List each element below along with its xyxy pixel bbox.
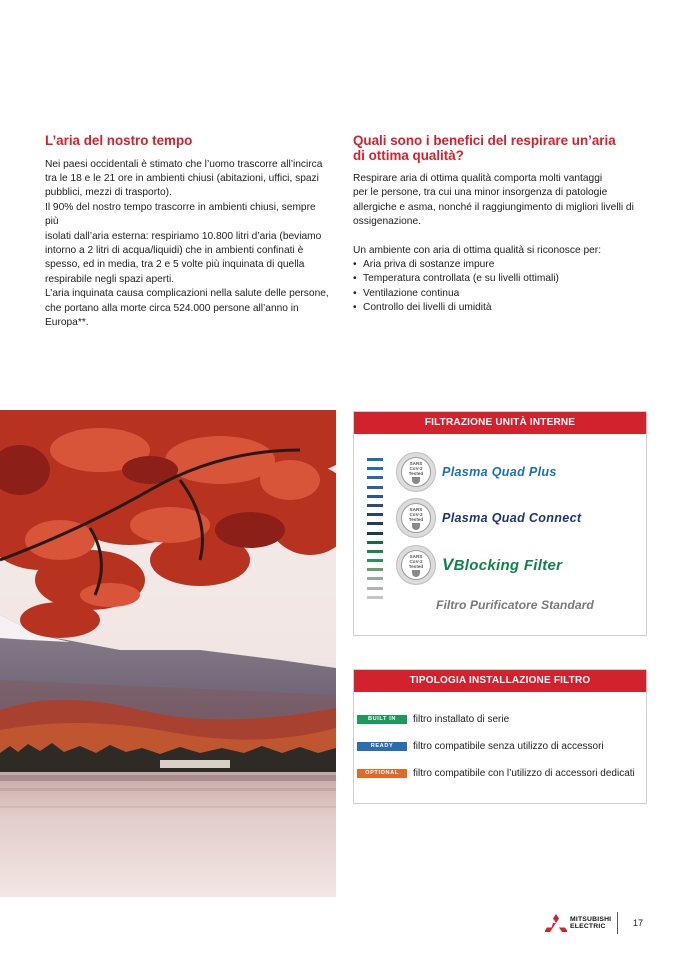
- badge-label: CoV-2: [409, 511, 423, 517]
- filtration-level-scale: [367, 458, 383, 605]
- text-line: Il 90% del nostro tempo trascorre in ambienti chiusi, sempre più: [45, 201, 316, 228]
- scale-step: [367, 541, 383, 544]
- left-heading: L’aria del nostro tempo: [45, 133, 193, 148]
- install-row-ready: [357, 741, 604, 752]
- filter-row-plasma-quad-plus: [396, 452, 557, 492]
- left-paragraph: [45, 158, 330, 331]
- text-line: allergiche e asma, nonché il raggiungimento di migliori livelli di: [353, 201, 634, 213]
- filter-name: Plasma Quad Connect: [442, 511, 582, 525]
- scale-step: [367, 522, 383, 525]
- list-item: • Controllo dei livelli di umidità: [353, 301, 645, 315]
- scale-step: [367, 577, 383, 580]
- ready-tag: READY: [357, 742, 407, 751]
- install-row-built-in: [357, 714, 509, 725]
- shield-icon: [412, 477, 420, 484]
- install-row-optional: [357, 768, 635, 779]
- list-item: • Aria priva di sostanze impure: [353, 258, 645, 272]
- install-description: filtro installato di serie: [413, 714, 510, 725]
- badge-label: Tested: [408, 563, 424, 569]
- three-diamonds-icon: [545, 914, 567, 932]
- brand-line: ELECTRIC: [570, 923, 606, 930]
- optional-tag: OPTIONAL: [357, 769, 407, 778]
- text-line: ossigenazione.: [353, 216, 421, 228]
- text-line: Respirare aria di ottima qualità comporta molti vantaggi: [353, 173, 603, 184]
- text-line: che portano alla morte circa 524.000 persone all’anno in: [45, 302, 299, 314]
- scale-step: [367, 559, 383, 562]
- scale-step: [367, 504, 383, 507]
- right-heading: [353, 134, 645, 163]
- badge-label: Tested: [408, 470, 424, 476]
- right-intro: [353, 172, 645, 230]
- v-logo-letter: V: [442, 555, 454, 574]
- sars-cov-2-tested-badge: [396, 498, 436, 538]
- scale-step: [367, 513, 383, 516]
- brand-text: [570, 916, 611, 930]
- text-line: tra le 18 e le 21 ore in ambienti chiusi (abitazioni, uffici, spazi: [45, 172, 319, 184]
- scale-step: [367, 587, 383, 590]
- sars-cov-2-tested-badge: [396, 545, 436, 585]
- list-intro: Un ambiente con aria di ottima qualità si riconosce per:: [353, 244, 602, 256]
- filter-name-rest: Blocking Filter: [453, 557, 563, 574]
- text-line: intorno a 2 litri di acqua/liquidi) che in ambienti confinati è: [45, 244, 304, 256]
- filter-panel-title: FILTRAZIONE UNITÀ INTERNE: [354, 412, 646, 434]
- page-number: 17: [633, 918, 644, 928]
- filter-name: Plasma Quad Plus: [442, 465, 557, 479]
- filter-row-v-blocking: [396, 545, 562, 585]
- filter-name: [442, 555, 562, 575]
- scale-step: [367, 476, 383, 479]
- heading-line: di ottima qualità?: [353, 147, 464, 163]
- text-line: per le persone, tra cui una minor insorgenza di patologie: [353, 187, 608, 199]
- standard-filter-label: Filtro Purificatore Standard: [436, 598, 594, 612]
- heading-line: Quali sono i benefici del respirare un’aria: [353, 133, 616, 148]
- scale-step: [367, 458, 383, 461]
- landscape-photo: [0, 410, 336, 897]
- filter-row-plasma-quad-connect: [396, 498, 581, 538]
- benefits-list: [353, 258, 645, 316]
- footer-divider: [617, 912, 618, 934]
- brand-line: MITSUBISHI: [570, 916, 612, 923]
- scale-step: [367, 532, 383, 535]
- built-in-tag: BUILT IN: [357, 715, 407, 724]
- install-description: filtro compatibile con l’utilizzo di accessori dedicati: [413, 768, 635, 779]
- scale-step: [367, 495, 383, 498]
- shield-icon: [412, 570, 420, 577]
- text-line: L’aria inquinata causa complicazioni nella salute delle persone,: [45, 288, 329, 300]
- badge-label: SARS: [409, 506, 423, 512]
- scale-step: [367, 467, 383, 470]
- badge-label: CoV-2: [409, 465, 423, 471]
- text-line: pubblici, mezzi di trasporto).: [45, 187, 172, 199]
- text-line: spesso, ed in media, tra 2 e 5 volte più inquinata di quella: [45, 259, 305, 271]
- scale-step: [367, 596, 383, 599]
- badge-label: CoV-2: [409, 558, 423, 564]
- text-line: respirabile negli spazi aperti.: [45, 273, 175, 285]
- autumn-mountain-lake-image: [0, 410, 336, 897]
- install-description: filtro compatibile senza utilizzo di accessori: [413, 741, 604, 752]
- right-text-column: [353, 134, 645, 316]
- install-panel-title: TIPOLOGIA INSTALLAZIONE FILTRO: [354, 670, 646, 692]
- badge-label: Tested: [408, 516, 424, 522]
- sars-cov-2-tested-badge: [396, 452, 436, 492]
- scale-step: [367, 568, 383, 571]
- text-line: Nei paesi occidentali è stimato che l’uomo trascorre all’incirca: [45, 158, 323, 170]
- shield-icon: [412, 523, 420, 530]
- text-line: Europa**.: [45, 316, 89, 328]
- indoor-filtration-panel: [353, 411, 647, 636]
- scale-step: [367, 486, 383, 489]
- text-line: isolati dall’aria esterna: respiriamo 10.800 litri d’aria (beviamo: [45, 230, 322, 242]
- mitsubishi-electric-logo: [545, 914, 611, 932]
- scale-step: [367, 550, 383, 553]
- list-item: • Temperatura controllata (e su livelli ottimali): [353, 272, 645, 286]
- badge-label: SARS: [409, 553, 423, 559]
- list-item: • Ventilazione continua: [353, 287, 645, 301]
- badge-label: SARS: [409, 460, 423, 466]
- left-text-column: [45, 134, 330, 330]
- filter-installation-type-panel: [353, 669, 647, 804]
